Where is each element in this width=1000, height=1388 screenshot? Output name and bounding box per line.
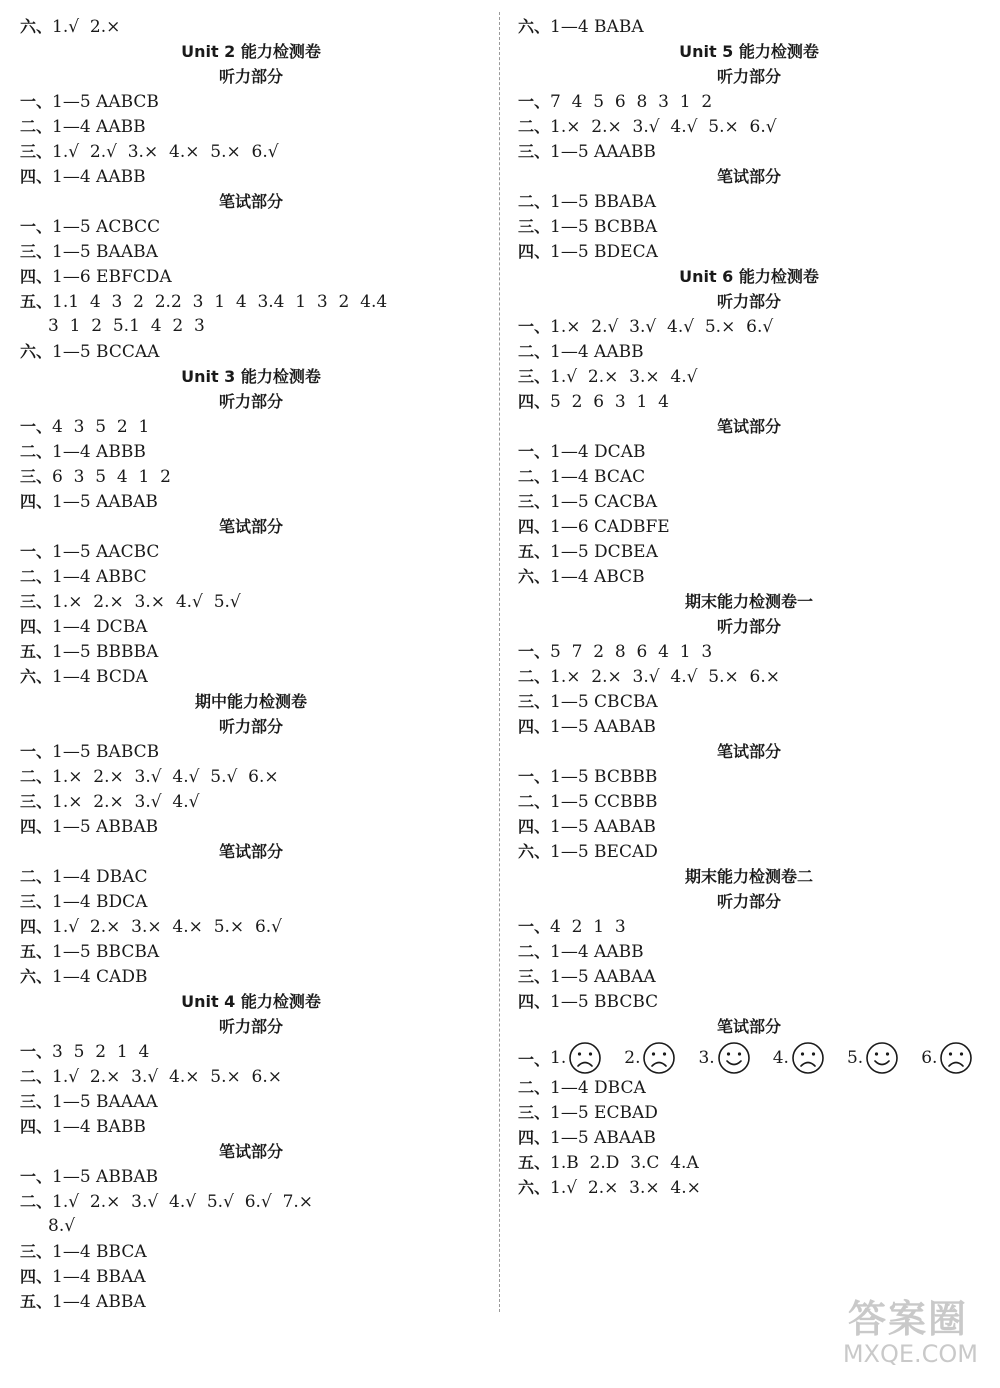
answer-text: 1—5 BCBBB [550,767,658,787]
answer-line [518,89,980,114]
answer-text: 1—4 ABBB [52,442,146,462]
answer-text: 1—5 AABAB [550,817,656,837]
question-number: 二、 [20,767,53,786]
question-number: 四、 [518,392,551,411]
answer-line [20,1039,482,1064]
section-heading: 听力部分 [716,67,781,86]
question-number: 一、 [20,1167,53,1186]
question-number: 二、 [20,867,53,886]
question-number: 六、 [20,342,53,361]
face-answer [773,1041,825,1075]
answer-line [20,789,482,814]
answer-line [518,239,980,264]
answer-text: 1—5 DCBEA [550,542,658,562]
question-number: 一、 [20,217,53,236]
answer-line [20,164,482,189]
question-number: 三、 [518,142,551,161]
answer-line [20,89,482,114]
answer-text: 1—5 CCBBB [550,792,658,812]
answer-line [518,564,980,589]
section-heading: Unit 4 能力检测卷 [181,992,321,1011]
answer-line [20,1189,482,1214]
watermark-logo-text: 答案圈 [847,1297,968,1341]
face-number: 4. [772,1048,789,1068]
answer-text: 1—4 AABB [52,167,146,187]
question-number: 二、 [20,567,53,586]
answer-text: 1—6 EBFCDA [52,267,172,287]
question-number: 一、 [518,1049,551,1069]
answer-text: 1—5 BABCB [52,742,160,762]
question-number: 六、 [518,1178,551,1197]
question-number: 一、 [20,742,53,761]
answer-line [20,764,482,789]
answer-text: 5 7 2 8 6 4 1 3 [550,642,713,662]
section-heading: 听力部分 [218,392,283,411]
answer-text: 1—5 BCCAA [52,342,160,362]
answer-line [20,739,482,764]
face-answer [698,1041,750,1075]
question-number: 一、 [518,92,551,111]
answer-line [518,189,980,214]
question-number: 二、 [518,467,551,486]
answer-line [518,1125,980,1150]
question-number: 二、 [20,117,53,136]
question-number: 一、 [518,917,551,936]
question-number: 五、 [518,542,551,561]
answer-text: 1—4 ABCB [550,567,645,587]
section-heading: Unit 5 能力检测卷 [679,42,819,61]
answer-line [20,464,482,489]
question-number: 二、 [518,192,551,211]
answer-line [518,964,980,989]
answer-text: 1—5 ABAAB [550,1128,656,1148]
section-heading: 笔试部分 [218,517,283,536]
answer-text: 1—5 BBBBA [52,642,159,662]
answer-line [518,714,980,739]
answer-text: 1—5 AABAB [550,717,656,737]
answer-text: 4 3 5 2 1 [52,417,150,437]
answer-line [20,289,482,314]
answer-line [518,664,980,689]
answer-text: 5 2 6 3 1 4 [550,392,669,412]
answer-line [518,939,980,964]
question-number: 四、 [20,817,53,836]
section-heading: 听力部分 [716,617,781,636]
answer-line [20,614,482,639]
answer-line [20,239,482,264]
answer-text: 1—5 AABCB [52,92,159,112]
face-answer [624,1041,676,1075]
answer-line [518,814,980,839]
answer-line [20,414,482,439]
question-number: 四、 [20,617,53,636]
question-number: 四、 [20,167,53,186]
question-number: 五、 [20,642,53,661]
answer-line [20,539,482,564]
answer-text: 1—6 CADBFE [550,517,670,537]
section-heading: 笔试部分 [716,1017,781,1036]
answer-text: 1—4 DCAB [550,442,646,462]
section-heading: 期中能力检测卷 [194,692,307,711]
faces-answer-row [518,1041,980,1075]
section-heading: Unit 2 能力检测卷 [181,42,321,61]
question-number: 五、 [20,1292,53,1311]
question-number: 二、 [518,667,551,686]
right-column [518,14,980,1200]
section-heading: 期末能力检测卷一 [684,592,813,611]
answer-line [20,139,482,164]
watermark-url: MXQE.COM [842,1340,978,1368]
question-number: 二、 [518,1078,551,1097]
answer-text: 1—5 ACBCC [52,217,161,237]
answer-text: 1—4 ABBC [52,567,147,587]
question-number: 一、 [518,317,551,336]
sad-face-icon [791,1041,825,1075]
answer-text: 1.√ 2.× 3.× 4.× 5.× 6.√ [52,917,283,937]
answer-text: 1—4 CADB [52,967,148,987]
question-number: 六、 [518,567,551,586]
question-number: 三、 [20,792,53,811]
sad-face-icon [642,1041,676,1075]
answer-text: 1—5 BDECA [550,242,658,262]
face-number: 2. [624,1048,641,1068]
answer-line [518,989,980,1014]
answer-line [518,214,980,239]
answer-line [518,139,980,164]
answer-text: 1—5 BCBBA [550,217,658,237]
answer-line [20,964,482,989]
answer-line [518,1175,980,1200]
question-number: 三、 [518,967,551,986]
answer-text: 3 5 2 1 4 [52,1042,150,1062]
answer-line [518,839,980,864]
answer-text: 7 4 5 6 8 3 1 2 [550,92,713,112]
answer-line [518,314,980,339]
question-number: 四、 [20,1117,53,1136]
answer-line [20,1164,482,1189]
left-column [20,14,482,1314]
answer-text: 1.× 2.× 3.√ 4.√ 5.× 6.√ [550,117,777,137]
answer-line [20,489,482,514]
answer-text: 1—4 AABB [550,342,644,362]
section-heading: 听力部分 [218,67,283,86]
answer-text: 1—4 AABB [550,942,644,962]
question-number: 六、 [20,967,53,986]
question-number: 四、 [518,242,551,261]
answer-line [20,114,482,139]
answer-line [518,364,980,389]
answer-line [20,864,482,889]
question-number: 五、 [518,1153,551,1172]
answer-text: 1—4 BCDA [52,667,148,687]
answer-text: 1—5 AABAA [550,967,656,987]
question-number: 四、 [20,1267,53,1286]
question-number: 一、 [20,417,53,436]
answer-text: 1.√ 2.× 3.√ 4.× 5.× 6.× [52,1067,283,1087]
answer-line [20,264,482,289]
answer-text: 1—5 ECBAD [550,1103,658,1123]
column-divider [499,12,500,1312]
section-heading: 期末能力检测卷二 [684,867,813,886]
question-number: 三、 [518,692,551,711]
section-heading: 笔试部分 [218,1142,283,1161]
answer-text: 1—5 AABAB [52,492,158,512]
answer-line [20,564,482,589]
answer-text: 1—5 AAABB [550,142,656,162]
question-number: 二、 [518,942,551,961]
answer-text: 1—5 ABBAB [52,817,159,837]
answer-text: 1.× 2.× 3.√ 4.√ 5.√ 6.× [52,767,279,787]
section-heading: Unit 3 能力检测卷 [181,367,321,386]
section-heading: Unit 6 能力检测卷 [679,267,819,286]
question-number: 二、 [518,117,551,136]
question-number: 四、 [518,992,551,1011]
question-number: 五、 [20,942,53,961]
answer-text: 1—4 BDCA [52,892,148,912]
answer-text: 1.√ 2.× [52,17,121,37]
section-heading: 笔试部分 [218,842,283,861]
question-number: 三、 [20,142,53,161]
face-answer [921,1041,973,1075]
answer-text: 1—5 CACBA [550,492,658,512]
question-number: 三、 [20,592,53,611]
question-number: 三、 [20,1092,53,1111]
answer-line [518,489,980,514]
smiley-face-icon [717,1041,751,1075]
right-top-block [518,14,980,1039]
question-number: 二、 [20,1192,53,1211]
smiley-face-icon [865,1041,899,1075]
question-number: 一、 [20,542,53,561]
question-number: 四、 [518,517,551,536]
answer-text: 1—4 DBCA [550,1078,646,1098]
answer-line [518,1150,980,1175]
answer-text: 1.1 4 3 2 2.2 3 1 4 3.4 1 3 2 4.4 [52,292,388,312]
question-number: 五、 [20,292,53,311]
question-number: 四、 [518,817,551,836]
answer-line [20,1239,482,1264]
answer-line [20,664,482,689]
answer-line [518,914,980,939]
face-number: 6. [921,1048,938,1068]
section-heading: 笔试部分 [716,417,781,436]
answer-line [518,339,980,364]
answer-text: 1—5 BBCBC [550,992,659,1012]
answer-line [20,339,482,364]
question-number: 一、 [20,92,53,111]
question-number: 六、 [20,667,53,686]
answer-text: 1—4 BBCA [52,1242,147,1262]
question-number: 四、 [518,717,551,736]
answer-text: 1—5 ABBAB [52,1167,159,1187]
section-heading: 笔试部分 [716,167,781,186]
question-number: 四、 [20,917,53,936]
question-number: 二、 [518,342,551,361]
answer-text: 1.√ 2.× 3.× 4.× [550,1178,701,1198]
question-number: 四、 [20,492,53,511]
answer-text: 1.√ 2.× 3.√ 4.√ 5.√ 6.√ 7.× [52,1192,314,1212]
answer-text: 1.× 2.× 3.√ 4.√ [52,792,200,812]
answer-line [20,814,482,839]
answer-text: 1—5 BAABA [52,242,158,262]
answer-line [518,1100,980,1125]
answer-text: 1—4 DBAC [52,867,148,887]
question-number: 四、 [20,267,53,286]
face-answer [847,1041,899,1075]
answer-line [20,214,482,239]
answer-text: 6 3 5 4 1 2 [52,467,171,487]
answer-continuation: 8.√ [48,1216,76,1236]
answer-text: 1—5 BBCBA [52,942,160,962]
answer-line [20,939,482,964]
question-number: 二、 [518,792,551,811]
answer-line [20,1114,482,1139]
answer-text: 1.× 2.× 3.√ 4.√ 5.× 6.× [550,667,781,687]
section-heading: 听力部分 [716,292,781,311]
answer-line [20,1289,482,1314]
answer-line [518,439,980,464]
face-number: 3. [698,1048,715,1068]
answer-text: 1.√ 2.√ 3.× 4.× 5.× 6.√ [52,142,279,162]
question-number: 四、 [518,1128,551,1147]
question-number: 二、 [20,1067,53,1086]
section-heading: 笔试部分 [218,192,283,211]
question-number: 三、 [518,367,551,386]
face-number: 1. [550,1048,567,1068]
face-number: 5. [846,1048,864,1068]
question-number: 三、 [20,242,53,261]
sad-face-icon [568,1041,602,1075]
answer-line [518,639,980,664]
answer-line [518,689,980,714]
answer-line [518,464,980,489]
question-number: 三、 [20,892,53,911]
answer-text: 1—4 ABBA [52,1292,146,1312]
answer-text: 1—4 DCBA [52,617,148,637]
question-number: 三、 [20,1242,53,1261]
answer-line [20,889,482,914]
question-number: 一、 [518,642,551,661]
question-number: 三、 [518,492,551,511]
answer-text: 1—5 BECAD [550,842,658,862]
answer-text: 1.× 2.× 3.× 4.√ 5.√ [52,592,241,612]
answer-text: 1—4 BCAC [550,467,646,487]
answer-line [518,14,980,39]
question-number: 一、 [518,442,551,461]
answer-text: 1—5 BBABA [550,192,657,212]
question-number: 二、 [20,442,53,461]
question-number: 六、 [20,17,53,36]
answer-line [518,764,980,789]
answer-text: 1—4 BBAA [52,1267,146,1287]
answer-text: 1—5 AACBC [52,542,160,562]
answer-text: 1.√ 2.× 3.× 4.√ [550,367,698,387]
answer-line [20,1064,482,1089]
answer-text: 1—4 BABA [550,17,644,37]
answer-line [518,539,980,564]
answer-text: 1.B 2.D 3.C 4.A [550,1153,699,1173]
answer-line [20,639,482,664]
answer-line [20,914,482,939]
sad-face-icon [939,1041,973,1075]
answer-line [20,14,482,39]
answer-text: 4 2 1 3 [550,917,626,937]
section-heading: 笔试部分 [716,742,781,761]
section-heading: 听力部分 [218,1017,283,1036]
answer-line [518,114,980,139]
answer-line [20,1089,482,1114]
answer-line [20,589,482,614]
question-number: 六、 [518,842,551,861]
question-number: 三、 [20,467,53,486]
answer-continuation: 3 1 2 5.1 4 2 3 [48,316,205,336]
answer-line [518,389,980,414]
answer-text: 1.× 2.√ 3.√ 4.√ 5.× 6.√ [550,317,774,337]
question-number: 六、 [518,17,551,36]
answer-line [518,789,980,814]
question-number: 三、 [518,1103,551,1122]
site-watermark [778,1288,978,1368]
answer-text: 1—4 AABB [52,117,146,137]
answer-line [518,1075,980,1100]
question-number: 一、 [518,767,551,786]
answer-line [20,439,482,464]
answer-text: 1—5 CBCBA [550,692,658,712]
right-bottom-block [518,1075,980,1200]
face-answer [550,1041,602,1075]
answer-line [518,514,980,539]
answer-line [20,1264,482,1289]
question-number: 一、 [20,1042,53,1061]
section-heading: 听力部分 [218,717,283,736]
answer-text: 1—5 BAAAA [52,1092,158,1112]
answer-text: 1—4 BABB [52,1117,146,1137]
section-heading: 听力部分 [716,892,781,911]
question-number: 三、 [518,217,551,236]
